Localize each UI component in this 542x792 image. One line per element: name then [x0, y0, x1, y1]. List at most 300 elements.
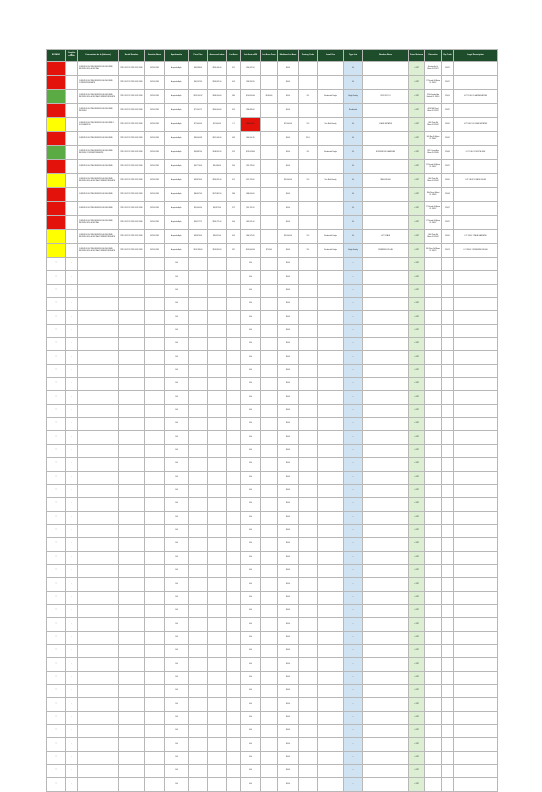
table-row[interactable]	[47, 578, 498, 591]
table-cell[interactable]: -- 2027	[409, 644, 425, 657]
table-cell[interactable]: $63,577.75	[189, 216, 208, 230]
table-cell[interactable]	[454, 591, 498, 604]
table-cell[interactable]	[442, 765, 454, 778]
table-cell[interactable]	[442, 644, 454, 657]
table-cell[interactable]: 2023 2027 4.5	[363, 90, 409, 104]
table-cell[interactable]: --	[344, 391, 363, 404]
table-cell[interactable]: 18th Street Miami FL 33069	[425, 188, 442, 202]
table-cell[interactable]	[189, 471, 208, 484]
table-cell[interactable]	[261, 604, 278, 617]
table-cell[interactable]	[189, 458, 208, 471]
table-cell[interactable]	[299, 538, 318, 551]
table-cell[interactable]	[425, 404, 442, 417]
table-cell[interactable]	[442, 498, 454, 511]
table-cell[interactable]	[227, 538, 241, 551]
table-cell[interactable]	[363, 618, 409, 631]
table-cell[interactable]	[318, 538, 344, 551]
table-cell[interactable]: 2023-5-9999	[145, 174, 165, 188]
table-cell[interactable]	[145, 458, 165, 471]
table-cell[interactable]: $0.00	[278, 604, 299, 617]
table-cell[interactable]	[454, 564, 498, 577]
table-cell[interactable]: 0.00	[241, 631, 261, 644]
status-cell[interactable]	[47, 188, 66, 202]
table-cell[interactable]	[145, 698, 165, 711]
table-cell[interactable]: $0.00	[278, 658, 299, 671]
table-cell[interactable]	[145, 338, 165, 351]
table-cell[interactable]: 1200 Garden Ave Hialeah FL 33010	[425, 90, 442, 104]
table-cell[interactable]	[227, 604, 241, 617]
table-cell[interactable]: CLIENTE SOLICITA REVISIÓN DEL INFORME	[78, 132, 119, 146]
table-cell[interactable]: $139,892.00	[208, 244, 227, 258]
table-cell[interactable]	[261, 698, 278, 711]
table-cell[interactable]: $0.00	[278, 338, 299, 351]
table-cell[interactable]	[261, 418, 278, 431]
table-cell[interactable]: 0.00	[241, 671, 261, 684]
table-cell[interactable]: --	[344, 618, 363, 631]
table-cell[interactable]: --	[344, 418, 363, 431]
column-header[interactable]: Zip Code	[442, 50, 454, 62]
table-row[interactable]	[47, 62, 498, 76]
table-cell[interactable]	[299, 511, 318, 524]
table-cell[interactable]	[363, 62, 409, 76]
table-cell[interactable]: -- 2027	[409, 418, 425, 431]
table-row[interactable]	[47, 118, 498, 132]
table-row[interactable]	[47, 698, 498, 711]
table-cell[interactable]: -- 2027	[409, 258, 425, 271]
table-cell[interactable]	[208, 484, 227, 497]
table-cell[interactable]	[261, 202, 278, 216]
table-cell[interactable]: --	[344, 591, 363, 604]
table-cell[interactable]: $0.00	[278, 188, 299, 202]
table-cell[interactable]	[208, 698, 227, 711]
table-cell[interactable]: Single Family	[344, 90, 363, 104]
table-cell[interactable]	[227, 751, 241, 764]
table-cell[interactable]: $0.00	[278, 778, 299, 791]
table-cell[interactable]: Aceptado Aplic.	[165, 202, 189, 216]
table-cell[interactable]	[189, 338, 208, 351]
table-cell[interactable]: $0.00	[278, 671, 299, 684]
table-cell[interactable]: -- 2027	[409, 230, 425, 244]
table-cell[interactable]: ?	[47, 444, 66, 457]
table-cell[interactable]: 0.00	[241, 711, 261, 724]
table-cell[interactable]	[363, 378, 409, 391]
table-cell[interactable]	[261, 160, 278, 174]
table-cell[interactable]: -- 2027	[409, 618, 425, 631]
table-row[interactable]	[47, 146, 498, 160]
table-cell[interactable]	[208, 364, 227, 377]
table-cell[interactable]	[119, 484, 145, 497]
table-cell[interactable]	[299, 778, 318, 791]
table-cell[interactable]: 2023-5-9999	[145, 188, 165, 202]
table-cell[interactable]: Aceptado Aplic.	[165, 244, 189, 258]
table-cell[interactable]: 0.00	[241, 644, 261, 657]
table-cell[interactable]	[442, 418, 454, 431]
table-cell[interactable]: 1.00	[165, 524, 189, 537]
table-cell[interactable]	[189, 524, 208, 537]
table-cell[interactable]: PRIO 2023 37 5999 9070 3930	[119, 216, 145, 230]
table-cell[interactable]: $0.00	[278, 444, 299, 457]
table-cell[interactable]: --	[344, 751, 363, 764]
table-cell[interactable]	[363, 658, 409, 671]
table-cell[interactable]	[318, 578, 344, 591]
table-cell[interactable]: $0.00	[278, 160, 299, 174]
table-row[interactable]	[47, 324, 498, 337]
table-cell[interactable]	[425, 738, 442, 751]
table-cell[interactable]: 1.00	[165, 404, 189, 417]
table-cell[interactable]: CLIENTE SOLICITA REVISIÓN DEL INFORME RECIBIDO CORRESPONDIENTE	[78, 146, 119, 160]
table-cell[interactable]	[425, 431, 442, 444]
table-cell[interactable]: ?	[47, 738, 66, 751]
table-cell[interactable]	[454, 418, 498, 431]
table-cell[interactable]: 4.5	[344, 132, 363, 146]
table-cell[interactable]: -- 2027	[409, 271, 425, 284]
table-cell[interactable]: -- 2027	[409, 104, 425, 118]
table-cell[interactable]	[227, 618, 241, 631]
table-cell[interactable]: $120,958.00	[241, 146, 261, 160]
table-cell[interactable]	[425, 671, 442, 684]
table-cell[interactable]	[189, 564, 208, 577]
table-cell[interactable]	[299, 484, 318, 497]
table-cell[interactable]	[189, 324, 208, 337]
table-cell[interactable]	[318, 458, 344, 471]
table-cell[interactable]	[145, 258, 165, 271]
table-row[interactable]	[47, 338, 498, 351]
table-cell[interactable]	[78, 564, 119, 577]
table-row[interactable]	[47, 725, 498, 738]
table-cell[interactable]: $77,901.75	[189, 104, 208, 118]
table-cell[interactable]: -	[66, 551, 78, 564]
table-cell[interactable]: $0.00	[278, 404, 299, 417]
table-cell[interactable]	[261, 471, 278, 484]
table-cell[interactable]	[208, 711, 227, 724]
table-cell[interactable]	[189, 618, 208, 631]
table-cell[interactable]	[425, 284, 442, 297]
table-cell[interactable]: 4.5	[344, 160, 363, 174]
table-cell[interactable]	[299, 725, 318, 738]
table-cell[interactable]: 0.00	[241, 404, 261, 417]
table-cell[interactable]: PRIO 2023 37 5999 9070 3930	[119, 244, 145, 258]
column-header[interactable]: Assessed value	[208, 50, 227, 62]
table-cell[interactable]	[442, 725, 454, 738]
table-cell[interactable]: 0.00	[241, 564, 261, 577]
column-header[interactable]: Dirección	[425, 50, 442, 62]
table-cell[interactable]: $62,547.90	[189, 76, 208, 90]
table-cell[interactable]	[119, 591, 145, 604]
table-cell[interactable]	[425, 418, 442, 431]
table-cell[interactable]	[227, 551, 241, 564]
table-cell[interactable]: -- 2027	[409, 118, 425, 132]
table-cell[interactable]: PRIO 2023 37 5999 9070 3930	[119, 230, 145, 244]
table-cell[interactable]	[442, 604, 454, 617]
table-cell[interactable]: $63,876.00	[189, 174, 208, 188]
table-row[interactable]	[47, 685, 498, 698]
table-cell[interactable]: PRIO 2023 37 5999 9070 3930	[119, 202, 145, 216]
table-cell[interactable]	[145, 431, 165, 444]
table-cell[interactable]: 0.00	[241, 484, 261, 497]
table-cell[interactable]: 2023-5-9999	[145, 230, 165, 244]
table-cell[interactable]	[363, 484, 409, 497]
table-cell[interactable]	[454, 604, 498, 617]
table-cell[interactable]	[227, 778, 241, 791]
table-cell[interactable]	[261, 118, 278, 132]
table-cell[interactable]: 1.00	[165, 538, 189, 551]
table-cell[interactable]	[363, 391, 409, 404]
table-cell[interactable]	[363, 324, 409, 337]
table-row[interactable]	[47, 471, 498, 484]
table-cell[interactable]: CLARK ESTATES	[363, 118, 409, 132]
table-cell[interactable]	[454, 324, 498, 337]
table-cell[interactable]	[227, 631, 241, 644]
table-cell[interactable]: $0.00	[278, 511, 299, 524]
table-cell[interactable]	[261, 564, 278, 577]
table-cell[interactable]	[261, 538, 278, 551]
table-cell[interactable]	[299, 216, 318, 230]
table-cell[interactable]: $53,778.00	[241, 160, 261, 174]
table-cell[interactable]	[119, 364, 145, 377]
table-cell[interactable]	[208, 511, 227, 524]
table-cell[interactable]: ?	[47, 711, 66, 724]
table-cell[interactable]	[145, 564, 165, 577]
table-cell[interactable]: -	[66, 404, 78, 417]
table-cell[interactable]: -	[66, 711, 78, 724]
table-cell[interactable]: $0.00	[278, 104, 299, 118]
table-cell[interactable]	[145, 631, 165, 644]
table-cell[interactable]: $0.00	[278, 216, 299, 230]
status-cell[interactable]	[47, 62, 66, 76]
table-cell[interactable]: 0.00	[241, 351, 261, 364]
table-cell[interactable]	[208, 324, 227, 337]
table-cell[interactable]: 3.21	[227, 62, 241, 76]
table-cell[interactable]: R-1	[299, 90, 318, 104]
table-cell[interactable]: 1.00	[165, 284, 189, 297]
table-cell[interactable]: 300 River Rd Miami FL 33070	[425, 244, 442, 258]
table-cell[interactable]: 1.00	[165, 458, 189, 471]
table-cell[interactable]: Aceptado Aplic.	[165, 216, 189, 230]
table-cell[interactable]: ?	[47, 751, 66, 764]
table-cell[interactable]: $122,000.37	[189, 90, 208, 104]
table-cell[interactable]: -- 2027	[409, 564, 425, 577]
table-cell[interactable]: ?	[47, 698, 66, 711]
table-cell[interactable]: PRIO 2023 37 5999 9070 3930	[119, 174, 145, 188]
table-cell[interactable]: Aceptado Aplic.	[165, 132, 189, 146]
table-cell[interactable]	[318, 391, 344, 404]
table-cell[interactable]	[299, 202, 318, 216]
table-cell[interactable]: -- 2027	[409, 778, 425, 791]
table-cell[interactable]: $0.00	[278, 324, 299, 337]
table-cell[interactable]: Aceptado Aplic.	[165, 76, 189, 90]
table-cell[interactable]	[208, 378, 227, 391]
table-cell[interactable]: 0.00	[241, 338, 261, 351]
table-cell[interactable]	[299, 738, 318, 751]
table-cell[interactable]	[78, 498, 119, 511]
table-cell[interactable]	[227, 258, 241, 271]
table-cell[interactable]	[189, 631, 208, 644]
table-cell[interactable]: 0.00	[241, 685, 261, 698]
table-cell[interactable]: --	[344, 378, 363, 391]
table-cell[interactable]	[442, 484, 454, 497]
table-cell[interactable]: -- 2027	[409, 62, 425, 76]
table-cell[interactable]: 33057	[442, 76, 454, 90]
table-cell[interactable]: 0.00	[241, 604, 261, 617]
table-cell[interactable]	[208, 298, 227, 311]
table-cell[interactable]	[145, 418, 165, 431]
table-cell[interactable]: 2023-5-9999	[145, 76, 165, 90]
table-cell[interactable]	[208, 444, 227, 457]
table-cell[interactable]: Single Family	[344, 244, 363, 258]
table-cell[interactable]	[454, 271, 498, 284]
table-cell[interactable]	[208, 458, 227, 471]
table-cell[interactable]	[189, 604, 208, 617]
table-cell[interactable]: $69,521.00	[241, 216, 261, 230]
table-cell[interactable]: ?	[47, 431, 66, 444]
table-cell[interactable]	[442, 564, 454, 577]
table-cell[interactable]: ?	[47, 604, 66, 617]
table-cell[interactable]: ?	[47, 631, 66, 644]
table-cell[interactable]: Aceptado Aplic.	[165, 188, 189, 202]
table-cell[interactable]: $108,000	[261, 90, 278, 104]
table-cell[interactable]: 0.00	[241, 431, 261, 444]
status-cell[interactable]	[47, 160, 66, 174]
table-cell[interactable]	[261, 738, 278, 751]
table-cell[interactable]: --	[344, 511, 363, 524]
table-cell[interactable]	[189, 364, 208, 377]
table-cell[interactable]	[66, 230, 78, 244]
table-cell[interactable]: $58,999.95	[241, 76, 261, 90]
table-cell[interactable]: $0.00	[278, 564, 299, 577]
table-cell[interactable]	[66, 90, 78, 104]
table-cell[interactable]: 3.37	[227, 244, 241, 258]
table-cell[interactable]: -- 2027	[409, 391, 425, 404]
table-cell[interactable]: ?	[47, 284, 66, 297]
table-cell[interactable]: CLIENTE SOLICITA REVISIÓN DEL INFORME RECIBIDO EN LA OFICINA CORRESPONDIENTE	[78, 90, 119, 104]
table-cell[interactable]: --	[344, 671, 363, 684]
table-cell[interactable]	[261, 404, 278, 417]
table-cell[interactable]	[318, 271, 344, 284]
table-cell[interactable]: -	[66, 685, 78, 698]
table-row[interactable]	[47, 604, 498, 617]
table-row[interactable]	[47, 524, 498, 537]
table-cell[interactable]	[454, 202, 498, 216]
status-cell[interactable]	[47, 174, 66, 188]
table-cell[interactable]	[261, 498, 278, 511]
table-row[interactable]	[47, 498, 498, 511]
table-row[interactable]	[47, 738, 498, 751]
table-cell[interactable]: 3.29	[227, 146, 241, 160]
table-cell[interactable]: -	[66, 725, 78, 738]
table-cell[interactable]	[145, 671, 165, 684]
table-cell[interactable]	[425, 578, 442, 591]
table-cell[interactable]: -- 2027	[409, 591, 425, 604]
table-cell[interactable]	[145, 484, 165, 497]
table-cell[interactable]	[78, 298, 119, 311]
table-cell[interactable]	[261, 351, 278, 364]
table-cell[interactable]: 33067	[442, 132, 454, 146]
table-cell[interactable]: $0.00	[278, 591, 299, 604]
table-cell[interactable]: ?	[47, 364, 66, 377]
table-cell[interactable]	[145, 725, 165, 738]
table-cell[interactable]: CLIENTE SOLICITA REVISIÓN DEL INFORME RECIBIDO EN LA OFICINA CORRESPONDIENTE	[78, 174, 119, 188]
table-cell[interactable]	[299, 698, 318, 711]
table-cell[interactable]: 3.30	[227, 160, 241, 174]
table-cell[interactable]: 900 Bay St Miami FL 33067	[425, 132, 442, 146]
table-cell[interactable]	[189, 751, 208, 764]
table-cell[interactable]: $101,288.00	[189, 244, 208, 258]
table-cell[interactable]: -	[66, 698, 78, 711]
table-cell[interactable]	[318, 431, 344, 444]
table-cell[interactable]	[363, 778, 409, 791]
table-cell[interactable]	[299, 351, 318, 364]
table-cell[interactable]	[261, 298, 278, 311]
table-cell[interactable]: -- 2027	[409, 431, 425, 444]
table-cell[interactable]	[78, 284, 119, 297]
table-cell[interactable]	[119, 404, 145, 417]
table-cell[interactable]	[425, 271, 442, 284]
table-cell[interactable]	[454, 311, 498, 324]
table-cell[interactable]: $70,000.00	[278, 174, 299, 188]
table-cell[interactable]: ?	[47, 404, 66, 417]
table-cell[interactable]	[261, 258, 278, 271]
table-cell[interactable]	[318, 444, 344, 457]
table-cell[interactable]: PRIO 2023 37 5999 9070 3930	[119, 132, 145, 146]
table-cell[interactable]	[145, 404, 165, 417]
table-cell[interactable]: -	[66, 298, 78, 311]
table-cell[interactable]: CLIENTE SOLICITA REVISIÓN DEL INFORME RECIBIDO EN LA OFICINA	[78, 216, 119, 230]
table-cell[interactable]	[208, 471, 227, 484]
table-cell[interactable]	[189, 258, 208, 271]
table-cell[interactable]	[425, 444, 442, 457]
table-cell[interactable]	[425, 364, 442, 377]
table-cell[interactable]: -- 2027	[409, 471, 425, 484]
table-cell[interactable]	[78, 685, 119, 698]
table-cell[interactable]: --	[344, 471, 363, 484]
table-cell[interactable]: CLIENTE SOLICITA REVISIÓN DEL INFORME RECIBIDO EN LA OFICINA CORRESPONDIENTE	[78, 230, 119, 244]
table-cell[interactable]: --	[344, 284, 363, 297]
table-cell[interactable]: $0.00	[278, 751, 299, 764]
table-cell[interactable]	[119, 711, 145, 724]
table-cell[interactable]	[145, 351, 165, 364]
table-cell[interactable]	[227, 271, 241, 284]
table-cell[interactable]	[119, 284, 145, 297]
table-cell[interactable]	[425, 311, 442, 324]
table-cell[interactable]: -- 2027	[409, 132, 425, 146]
table-cell[interactable]	[261, 778, 278, 791]
table-cell[interactable]	[261, 618, 278, 631]
table-cell[interactable]	[189, 658, 208, 671]
table-cell[interactable]: $108,897.00	[208, 146, 227, 160]
table-cell[interactable]	[363, 551, 409, 564]
table-cell[interactable]	[145, 765, 165, 778]
table-cell[interactable]	[442, 778, 454, 791]
table-cell[interactable]	[78, 351, 119, 364]
table-cell[interactable]: 17 Parade St Miami FL 33057	[425, 216, 442, 230]
table-cell[interactable]: 1.00	[165, 378, 189, 391]
table-cell[interactable]: 1.00	[165, 258, 189, 271]
table-cell[interactable]: 1.00	[165, 391, 189, 404]
table-cell[interactable]: -- 2027	[409, 738, 425, 751]
table-cell[interactable]: 1.00	[165, 311, 189, 324]
table-cell[interactable]: 1.00	[165, 444, 189, 457]
table-cell[interactable]: 1.00	[165, 751, 189, 764]
table-cell[interactable]	[78, 391, 119, 404]
table-cell[interactable]: --	[344, 444, 363, 457]
table-cell[interactable]	[442, 658, 454, 671]
table-cell[interactable]	[425, 524, 442, 537]
table-cell[interactable]: $51,707.00	[241, 202, 261, 216]
table-cell[interactable]: $0.00	[278, 644, 299, 657]
table-cell[interactable]	[145, 444, 165, 457]
table-cell[interactable]: -	[66, 351, 78, 364]
table-cell[interactable]: -	[66, 631, 78, 644]
